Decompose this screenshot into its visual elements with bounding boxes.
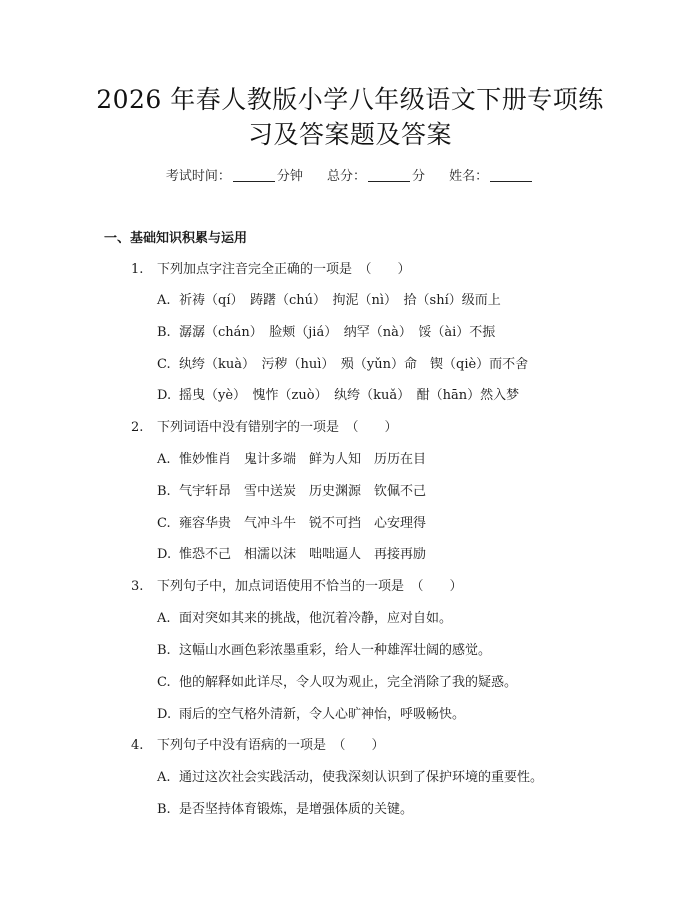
question-3-option-c [157, 673, 517, 693]
question-text: 下列句子中没有语病的一项是 （ ） [157, 738, 385, 753]
question-number: 2. [131, 420, 144, 435]
question-3-option-a [157, 609, 452, 629]
option-label: A. [157, 611, 171, 626]
question-4-option-b [157, 800, 413, 820]
question-text: 下列句子中，加点词语使用不恰当的一项是 （ ） [157, 579, 463, 594]
option-text: 他的解释如此详尽，令人叹为观止，完全消除了我的疑惑。 [179, 675, 518, 690]
option-label: C. [157, 357, 171, 372]
student-name [449, 169, 534, 184]
option-label: A. [157, 452, 171, 467]
question-4-option-a [157, 768, 543, 788]
option-text: 雨后的空气格外清新，令人心旷神怡，呼吸畅快。 [179, 707, 466, 722]
option-text: 纨绔（kuà） 污秽（huì） 殒（yǔn）命 锲（qiè）而不舍 [179, 357, 529, 372]
question-2-option-d [157, 545, 426, 565]
option-text: 惟妙惟肖 鬼计多端 鲜为人知 历历在目 [179, 452, 427, 467]
question-2-option-a [157, 450, 426, 470]
option-label: A. [157, 293, 171, 308]
question-2-option-c [157, 514, 426, 534]
option-text: 潺潺（chán） 脸颊（jiá） 纳罕（nà） 馁（ài）不振 [179, 325, 496, 340]
question-number: 1. [131, 262, 144, 277]
option-text: 是否坚持体育锻炼，是增强体质的关键。 [179, 802, 414, 817]
option-label: D. [157, 388, 172, 403]
option-label: B. [157, 643, 171, 658]
option-label: B. [157, 325, 171, 340]
total-score-label: 总分： [326, 169, 366, 184]
option-label: A. [157, 770, 171, 785]
option-label: B. [157, 802, 171, 817]
exam-time [166, 169, 307, 184]
question-2 [131, 418, 398, 438]
total-score [327, 169, 429, 184]
question-text: 下列加点字注音完全正确的一项是 （ ） [157, 262, 411, 277]
question-4 [131, 736, 385, 756]
section-heading: 一、基础知识积累与运用 [104, 231, 248, 246]
question-1-option-d [157, 386, 519, 406]
student-name-label: 姓名： [449, 169, 489, 184]
option-text: 惟恐不己 相濡以沫 咄咄逼人 再接再励 [179, 547, 427, 562]
question-text: 下列词语中没有错别字的一项是 （ ） [157, 420, 398, 435]
option-label: C. [157, 516, 171, 531]
question-number: 3. [131, 579, 144, 594]
option-label: C. [157, 675, 171, 690]
option-text: 气宇轩昂 雪中送炭 历史渊源 钦佩不己 [179, 484, 427, 499]
option-text: 祈祷（qí） 踌躇（chú） 拘泥（nì） 拾（shí）级而上 [179, 293, 501, 308]
exam-time-unit: 分钟 [276, 169, 303, 184]
document-title-line-2: 习及答案题及答案 [247, 120, 452, 149]
option-label: D. [157, 707, 172, 722]
question-1-option-a [157, 291, 501, 311]
total-score-blank [368, 168, 410, 182]
question-2-option-b [157, 482, 426, 502]
question-1-option-c [157, 355, 528, 375]
question-3 [131, 577, 463, 597]
exam-meta [0, 166, 700, 188]
exam-time-label: 考试时间： [165, 169, 231, 184]
question-number: 4. [131, 738, 144, 753]
question-3-option-d [157, 705, 465, 725]
option-text: 摇曳（yè） 愧怍（zuò） 纨绔（kuǎ） 酣（hān）然入梦 [179, 388, 520, 403]
option-text: 通过这次社会实践活动，使我深刻认识到了保护环境的重要性。 [179, 770, 544, 785]
question-3-option-b [157, 641, 491, 661]
option-label: D. [157, 547, 172, 562]
question-1 [131, 260, 411, 280]
total-score-unit: 分 [412, 169, 426, 184]
option-text: 面对突如其来的挑战，他沉着冷静，应对自如。 [179, 611, 453, 626]
student-name-blank [490, 168, 532, 182]
option-text: 这幅山水画色彩浓墨重彩，给人一种雄浑壮阔的感觉。 [179, 643, 492, 658]
document-title-line-1: 2026 年春人教版小学八年级语文下册专项练 [96, 85, 604, 114]
option-label: B. [157, 484, 171, 499]
option-text: 雍容华贵 气冲斗牛 锐不可挡 心安理得 [179, 516, 427, 531]
exam-time-blank [233, 168, 275, 182]
question-1-option-b [157, 323, 495, 343]
